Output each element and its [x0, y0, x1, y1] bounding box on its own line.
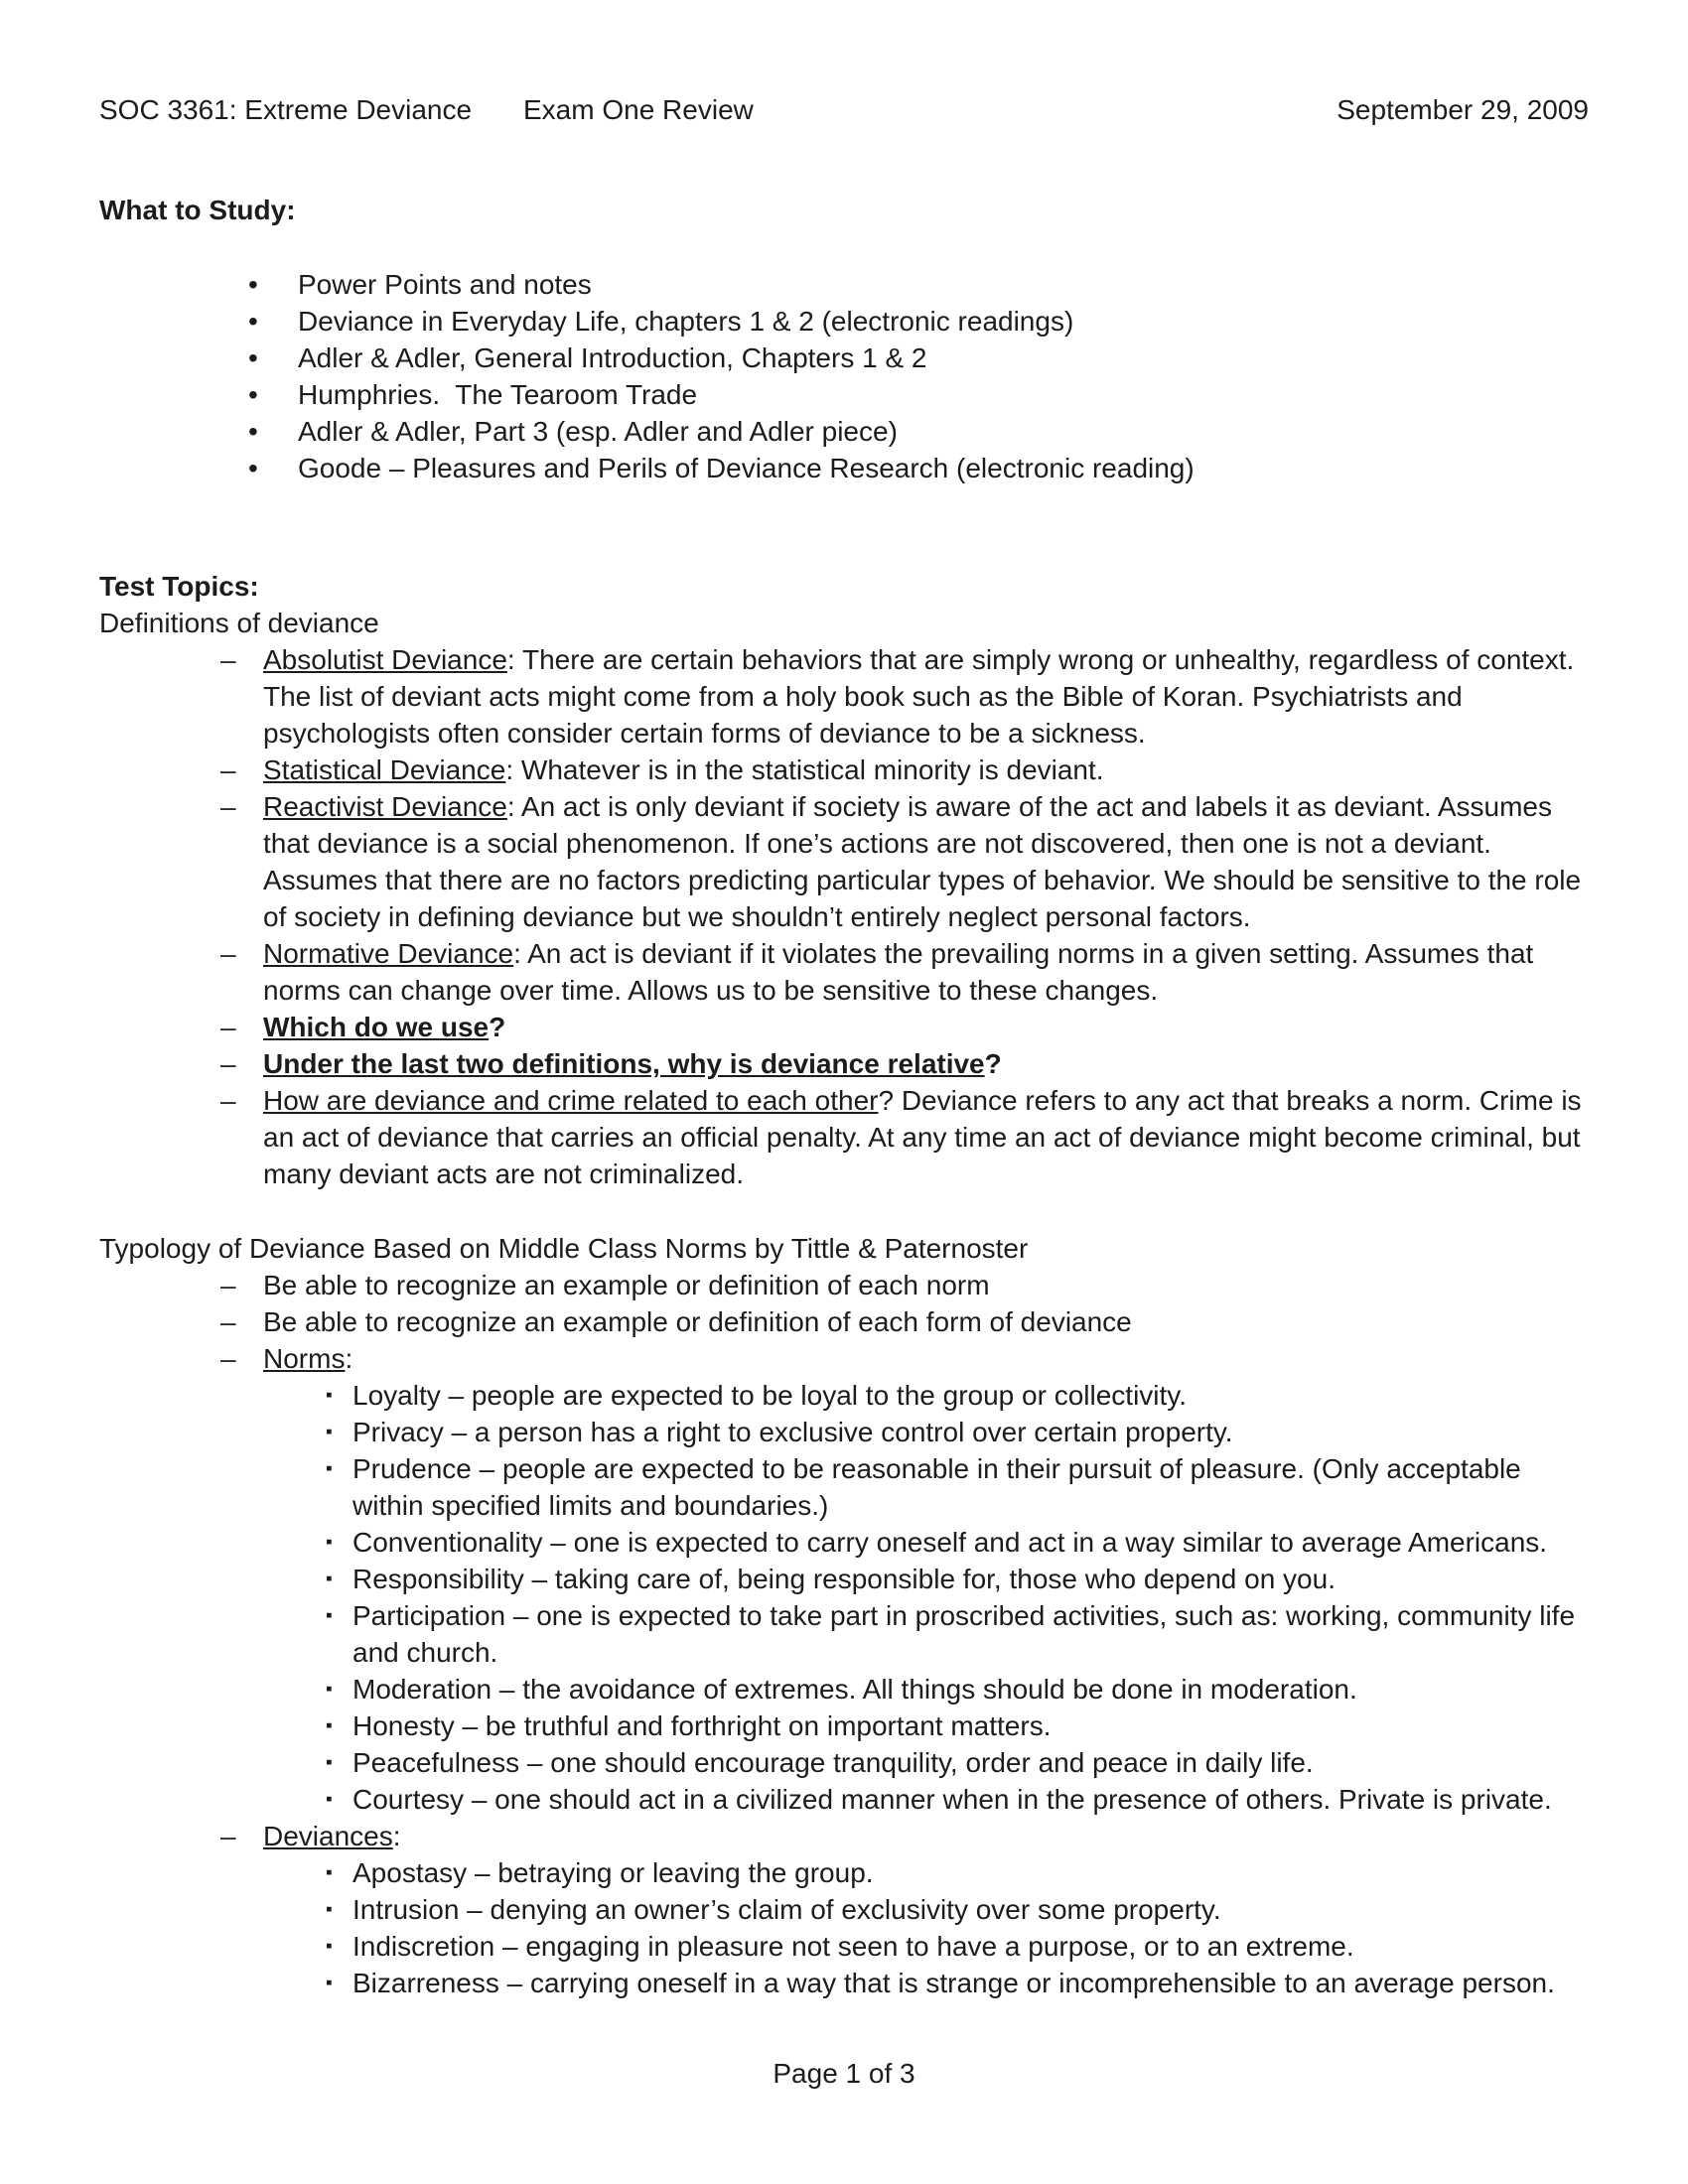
definition-item: [220, 1045, 1589, 1082]
what-to-study-list: [99, 266, 1589, 486]
norm-item: [326, 1781, 1589, 1818]
deviance-item: [326, 1891, 1589, 1928]
dash-icon: –: [220, 1306, 236, 1337]
definition-body: ? Deviance refers to any act that breaks a norm. Crime is an act of deviance that carries an official penalty. At any time an act of deviance might become criminal, but many deviant acts are not criminalized.: [263, 1085, 1590, 1189]
norm-item: [326, 1597, 1589, 1671]
norm-item-text: Moderation – the avoidance of extremes. All things should be done in moderation.: [352, 1674, 1357, 1705]
norm-item-text: Peacefulness – one should encourage tranquility, order and peace in daily life.: [352, 1747, 1314, 1778]
deviances-header-list: [99, 1818, 1589, 1854]
deviances-label: Deviances: [263, 1821, 393, 1851]
dash-icon: –: [220, 1270, 236, 1300]
norm-item-text: Honesty – be truthful and forthright on important matters.: [352, 1710, 1052, 1741]
norms-list: [99, 1377, 1589, 1818]
definition-item: [220, 1082, 1589, 1192]
test-topics-subtitle: Definitions of deviance: [99, 608, 379, 638]
deviance-item-text: Apostasy – betraying or leaving the group.: [352, 1857, 874, 1888]
dash-icon: –: [220, 1085, 236, 1116]
norm-item: [326, 1561, 1589, 1597]
square-bullet-icon: ▪: [326, 1789, 333, 1810]
square-bullet-icon: ▪: [326, 1936, 333, 1957]
definition-text: [263, 751, 1104, 788]
deviance-item: [326, 1965, 1589, 2001]
study-item-text: Power Points and notes: [298, 269, 592, 300]
definition-text: [263, 1045, 1002, 1082]
square-bullet-icon: ▪: [326, 1458, 333, 1479]
norm-item: [326, 1707, 1589, 1744]
definition-body: : An act is deviant if it violates the prevailing norms in a given setting. Assumes that norms can change over time. Allows us to be sensitive to these changes.: [263, 938, 1542, 1006]
section-title-what-to-study: What to Study:: [99, 195, 296, 225]
square-bullet-icon: ▪: [326, 1605, 333, 1626]
definition-item: [220, 1009, 1589, 1045]
intro-item-text: Be able to recognize an example or definition of each form of deviance: [263, 1306, 1132, 1337]
definition-item: [220, 788, 1589, 935]
definition-text: [263, 1082, 1589, 1192]
study-item-text: Deviance in Everyday Life, chapters 1 & 2 (electronic readings): [298, 306, 1074, 337]
bullet-icon: •: [248, 269, 258, 300]
norm-item-text: Conventionality – one is expected to carry oneself and act in a way similar to average Americans.: [352, 1527, 1548, 1558]
definition-body: : An act is only deviant if society is aware of the act and labels it as deviant. Assumes that deviance is a social phenomenon. If one’s actions are not discovered, then one is not a deviant. Assumes that there are no factors predicting particular types of behavior. We should be sensitive to the role of society in defining deviance but we shouldn’t entirely neglect personal factors.: [263, 791, 1589, 932]
deviance-item: [326, 1854, 1589, 1891]
study-item-text: Goode – Pleasures and Perils of Deviance Research (electronic reading): [298, 453, 1195, 483]
norm-item: [326, 1671, 1589, 1707]
deviance-item-text: Indiscretion – engaging in pleasure not seen to have a purpose, or to an extreme.: [352, 1931, 1354, 1962]
study-item-text: Adler & Adler, Part 3 (esp. Adler and Adler piece): [298, 416, 898, 447]
definition-term: Normative Deviance: [263, 938, 514, 969]
bullet-icon: •: [248, 306, 258, 337]
intro-item: [220, 1267, 1589, 1303]
definition-term: Absolutist Deviance: [263, 644, 507, 675]
study-item-text: Humphries. The Tearoom Trade: [298, 379, 698, 410]
norm-item-text: Loyalty – people are expected to be loyal to the group or collectivity.: [352, 1380, 1187, 1411]
header-date: September 29, 2009: [1336, 94, 1589, 125]
intro-item: [220, 1303, 1589, 1340]
bullet-icon: •: [248, 416, 258, 447]
typology-intro-list: [99, 1267, 1589, 1377]
norm-item: [326, 1377, 1589, 1414]
definition-body: : There are certain behaviors that are simply wrong or unhealthy, regardless of context. The list of deviant acts might come from a holy book such as the Bible of Koran. Psychiatrists and psychologists often consider certain forms of deviance to be a sickness.: [263, 644, 1582, 749]
definition-term: Reactivist Deviance: [263, 791, 507, 822]
norms-header-text: [263, 1340, 352, 1377]
definition-item: [220, 935, 1589, 1009]
dash-icon: –: [220, 791, 236, 822]
definition-term: Statistical Deviance: [263, 754, 506, 785]
deviance-item-text: Bizarreness – carrying oneself in a way that is strange or incomprehensible to an average person.: [352, 1968, 1555, 1998]
typology-title: Typology of Deviance Based on Middle Class Norms by Tittle & Paternoster: [99, 1233, 1029, 1264]
square-bullet-icon: ▪: [326, 1679, 333, 1700]
square-bullet-icon: ▪: [326, 1752, 333, 1773]
definition-text: [263, 1009, 505, 1045]
dash-icon: –: [220, 1821, 236, 1851]
norm-item-text: Prudence – people are expected to be reasonable in their pursuit of pleasure. (Only acceptable within specified limits and boundaries.): [352, 1453, 1529, 1521]
bullet-icon: •: [248, 342, 258, 373]
norm-item: [326, 1414, 1589, 1450]
dash-icon: –: [220, 754, 236, 785]
study-list-item: [248, 340, 1589, 376]
study-list-item: [248, 450, 1589, 486]
definition-body: ?: [489, 1012, 506, 1042]
square-bullet-icon: ▪: [326, 1569, 333, 1589]
study-list-item: [248, 413, 1589, 450]
norms-header: [220, 1340, 1589, 1377]
definition-body: : Whatever is in the statistical minority is deviant.: [505, 754, 1104, 785]
square-bullet-icon: ▪: [326, 1385, 333, 1406]
deviance-item: [326, 1928, 1589, 1965]
square-bullet-icon: ▪: [326, 1715, 333, 1736]
square-bullet-icon: ▪: [326, 1899, 333, 1920]
definition-term: Which do we use: [263, 1012, 490, 1042]
norms-colon: :: [345, 1343, 353, 1374]
dash-icon: –: [220, 1048, 236, 1079]
definitions-list: [99, 641, 1589, 1192]
deviances-list: [99, 1854, 1589, 2001]
document-header: [99, 91, 1589, 128]
definition-body: ?: [984, 1048, 1002, 1079]
definition-text: [263, 641, 1589, 751]
deviances-header: [220, 1818, 1589, 1854]
deviances-header-text: [263, 1818, 401, 1854]
bullet-icon: •: [248, 379, 258, 410]
definition-text: [263, 935, 1589, 1009]
square-bullet-icon: ▪: [326, 1862, 333, 1883]
norm-item-text: Participation – one is expected to take part in proscribed activities, such as: working, community life and church.: [352, 1600, 1583, 1668]
definition-term: How are deviance and crime related to each other: [263, 1085, 879, 1116]
definition-text: [263, 788, 1589, 935]
bullet-icon: •: [248, 453, 258, 483]
dash-icon: –: [220, 1012, 236, 1042]
section-title-test-topics: Test Topics:: [99, 571, 259, 602]
square-bullet-icon: ▪: [326, 1422, 333, 1442]
dash-icon: –: [220, 644, 236, 675]
norm-item-text: Privacy – a person has a right to exclusive control over certain property.: [352, 1417, 1233, 1447]
deviance-item-text: Intrusion – denying an owner’s claim of exclusivity over some property.: [352, 1894, 1221, 1925]
dash-icon: –: [220, 1343, 236, 1374]
norm-item: [326, 1450, 1589, 1524]
study-list-item: [248, 376, 1589, 413]
study-list-item: [248, 303, 1589, 340]
page-footer: Page 1 of 3: [773, 2058, 915, 2089]
definition-item: [220, 641, 1589, 751]
dash-icon: –: [220, 938, 236, 969]
norm-item-text: Responsibility – taking care of, being responsible for, those who depend on you.: [352, 1564, 1336, 1594]
norm-item: [326, 1524, 1589, 1561]
intro-item-text: Be able to recognize an example or definition of each norm: [263, 1270, 990, 1300]
norms-label: Norms: [263, 1343, 346, 1374]
definition-item: [220, 751, 1589, 788]
norm-item: [326, 1744, 1589, 1781]
definition-term: Under the last two definitions, why is deviance relative: [263, 1048, 985, 1079]
deviances-colon: :: [392, 1821, 401, 1851]
header-title: Exam One Review: [523, 94, 754, 125]
study-list-item: [248, 266, 1589, 303]
header-course: SOC 3361: Extreme Deviance: [99, 94, 473, 125]
study-item-text: Adler & Adler, General Introduction, Chapters 1 & 2: [298, 342, 927, 373]
norm-item-text: Courtesy – one should act in a civilized manner when in the presence of others. Private is private.: [352, 1784, 1552, 1815]
square-bullet-icon: ▪: [326, 1973, 333, 1993]
square-bullet-icon: ▪: [326, 1532, 333, 1553]
